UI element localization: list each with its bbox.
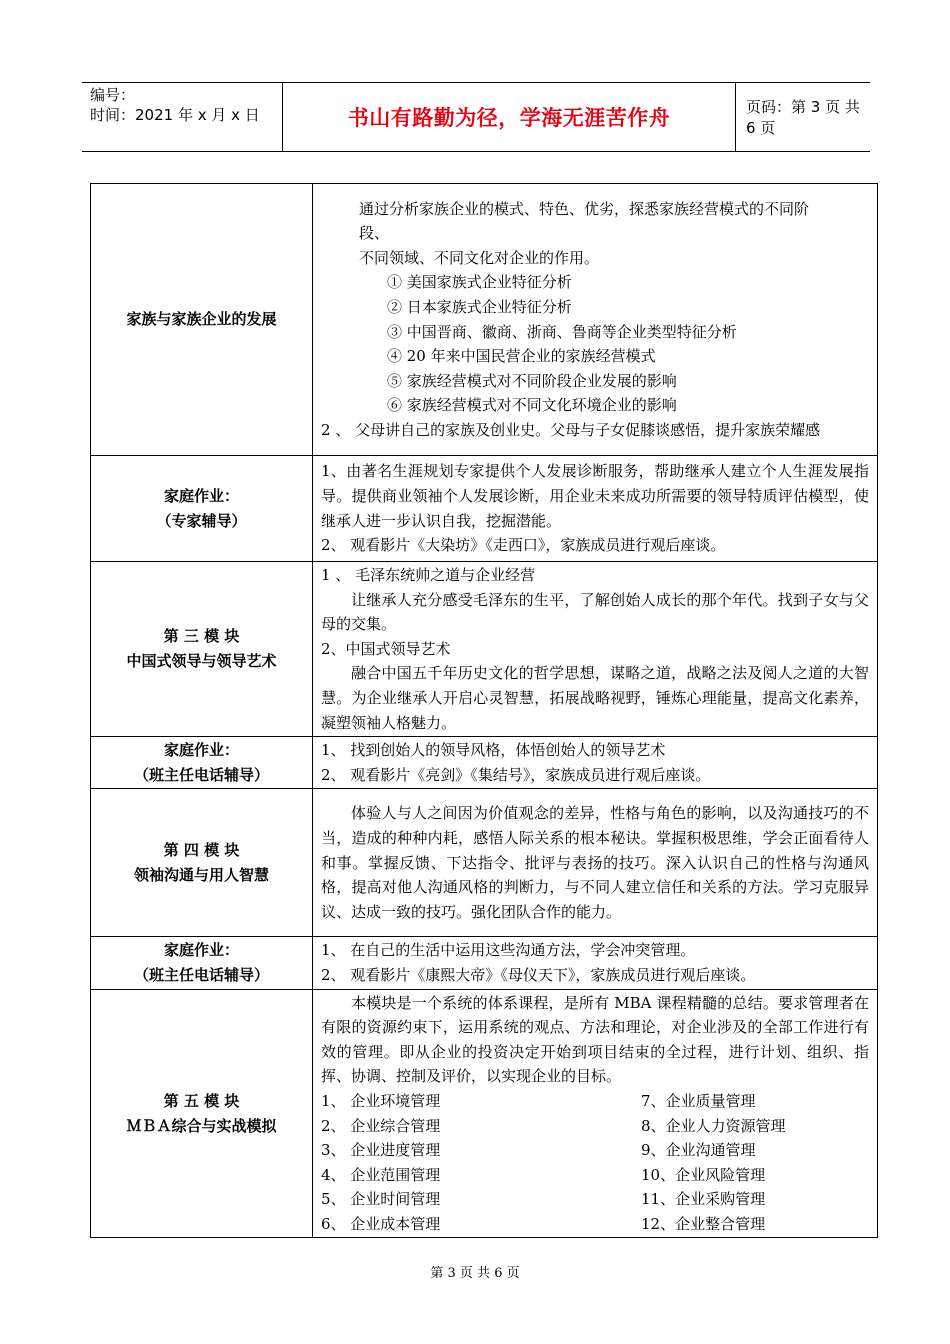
page-footer: 第 3 页 共 6 页 (430, 1266, 520, 1281)
list-item: 3、 企业进度管理 (321, 1141, 441, 1160)
number-label: 编号： (90, 86, 136, 104)
content-line: 1 、 毛泽东统帅之道与企业经营 (321, 566, 536, 584)
course-table (90, 183, 878, 1238)
content-line: 让继承人充分感受毛泽东的生平，了解创始人成长的那个年代。找到子女与父母的交集。 (321, 590, 869, 634)
module-content (313, 562, 878, 737)
list-item: 6、 企业成本管理 (321, 1214, 441, 1233)
content-line: ⑤ 家族经营模式对不同阶段企业发展的影响 (387, 371, 677, 390)
content-line: 本模块是一个系统的体系课程，是所有 MBA 课程精髓的总结。要求管理者在有限的资源约束下，运用系统的观点、方法和理论，对企业涉及的全部工作进行有效的管理。即从企业的投资决定开始到项目结束的全过程，进行计划、组织、指挥、协调、控制及评价，以实现企业的目标。 (321, 993, 869, 1086)
module-label-line: 第 四 模 块 (163, 841, 240, 860)
list-item: 7、企业质量管理 (641, 1091, 756, 1110)
header-meta (82, 83, 282, 151)
list-item: 12、企业整合管理 (641, 1214, 766, 1233)
module-content (313, 937, 878, 989)
content-line: 1、由著名生涯规划专家提供个人发展诊断服务，帮助继承人建立个人生涯发展指导。提供商业领袖个人发展诊断，用企业未来成功所需要的领导特质评估模型，使继承人进一步认识自我，挖掘潜能。 (321, 462, 869, 530)
course-list-left (321, 1089, 595, 1237)
module-label (91, 737, 313, 789)
module-content (313, 737, 878, 789)
module-label-line: （班主任电话辅导） (133, 965, 269, 984)
module-label (91, 562, 313, 737)
module-label (91, 989, 313, 1238)
content-line: ① 美国家族式企业特征分析 (387, 273, 572, 292)
module-label-line: （专家辅导） (156, 511, 247, 530)
header-motto: 书山有路勤为径，学海无涯苦作舟 (282, 83, 736, 151)
table-row (91, 989, 878, 1238)
content-line: 1、 在自己的生活中运用这些沟通方法，学会冲突管理。 (321, 941, 696, 960)
module-label-line: 第 三 模 块 (163, 627, 240, 646)
list-item: 2、 企业综合管理 (321, 1116, 441, 1135)
module-label-line: ＭＢＡ综合与实战模拟 (126, 1116, 277, 1135)
content-line: ④ 20 年来中国民营企业的家族经营模式 (387, 347, 656, 366)
content-line: 不同领域、不同文化对企业的作用。 (359, 248, 600, 267)
module-label-line: 中国式领导与领导艺术 (126, 652, 277, 671)
list-item: 10、企业风险管理 (641, 1165, 766, 1184)
module-label-line: 家族与家族企业的发展 (126, 310, 277, 329)
module-label-line: 家庭作业： (163, 486, 239, 505)
module-label-line: 家庭作业： (163, 941, 239, 960)
module-label-line: 领袖沟通与用人智慧 (133, 865, 269, 884)
content-line: 通过分析家族企业的模式、特色、优劣，探悉家族经营模式的不同阶 (359, 199, 810, 218)
content-line: 融合中国五千年历史文化的哲学思想，谋略之道，战略之法及阅人之道的大智慧。为企业继承人开启心灵智慧，拓展战略视野，锤炼心理能量，提高文化素养，凝塑领袖人格魅力。 (321, 664, 869, 732)
content-line: 体验人与人之间因为价值观念的差异，性格与角色的影响，以及沟通技巧的不当，造成的种种内耗，感悟人际关系的根本秘诀。掌握积极思维，学会正面看待人和事。掌握反馈、下达指令、批评与表扬的技巧。深入认识自己的性格与沟通风格，提高对他人沟通风格的判断力，与不同人建立信任和关系的方法。学习克服异议、达成一致的技巧。强化团队合作的能力。 (321, 804, 869, 921)
content-line: 2 、 父母讲自己的家族及创业史。父母与子女促膝谈感悟，提升家族荣耀感 (321, 420, 821, 439)
list-item: 9、企业沟通管理 (641, 1141, 756, 1160)
content-line: 段、 (359, 224, 390, 243)
list-item: 11、企业采购管理 (641, 1190, 766, 1209)
content-line: ③ 中国晋商、徽商、浙商、鲁商等企业类型特征分析 (387, 322, 737, 341)
module-label (91, 456, 313, 562)
module-content (313, 789, 878, 937)
module-label (91, 789, 313, 937)
page-header (82, 82, 870, 152)
time-label: 时间：2021 年 x 月 x 日 (90, 106, 260, 124)
content-line: 1、 找到创始人的领导风格，体悟创始人的领导艺术 (321, 741, 666, 760)
content-line: ⑥ 家族经营模式对不同文化环境企业的影响 (387, 396, 677, 415)
table-row (91, 562, 878, 737)
header-page-info: 页码：第 3 页 共 6 页 (746, 98, 860, 137)
content-line: ② 日本家族式企业特征分析 (387, 297, 572, 316)
list-item: 1、 企业环境管理 (321, 1091, 441, 1110)
content-line: 2、 观看影片《康熙大帝》《母仪天下》，家族成员进行观后座谈。 (321, 965, 756, 984)
table-row (91, 184, 878, 456)
list-item: 5、 企业时间管理 (321, 1190, 441, 1209)
content-line: 2、中国式领导艺术 (321, 639, 451, 658)
list-item: 4、 企业范围管理 (321, 1165, 441, 1184)
table-row (91, 937, 878, 989)
content-line: 2、 观看影片《亮剑》《集结号》，家族成员进行观后座谈。 (321, 765, 711, 784)
table-row (91, 789, 878, 937)
module-label (91, 937, 313, 989)
module-content (313, 989, 878, 1238)
course-list (321, 1089, 869, 1237)
list-item: 8、企业人力资源管理 (641, 1116, 786, 1135)
table-row (91, 456, 878, 562)
module-label (91, 184, 313, 456)
content-line: 2、 观看影片《大染坊》《走西口》，家族成员进行观后座谈。 (321, 536, 726, 555)
course-list-right (595, 1089, 869, 1237)
module-label-line: 第 五 模 块 (163, 1091, 240, 1110)
module-label-line: （班主任电话辅导） (133, 765, 269, 784)
table-row (91, 737, 878, 789)
module-label-line: 家庭作业： (163, 741, 239, 760)
module-content (313, 184, 878, 456)
module-content (313, 456, 878, 562)
